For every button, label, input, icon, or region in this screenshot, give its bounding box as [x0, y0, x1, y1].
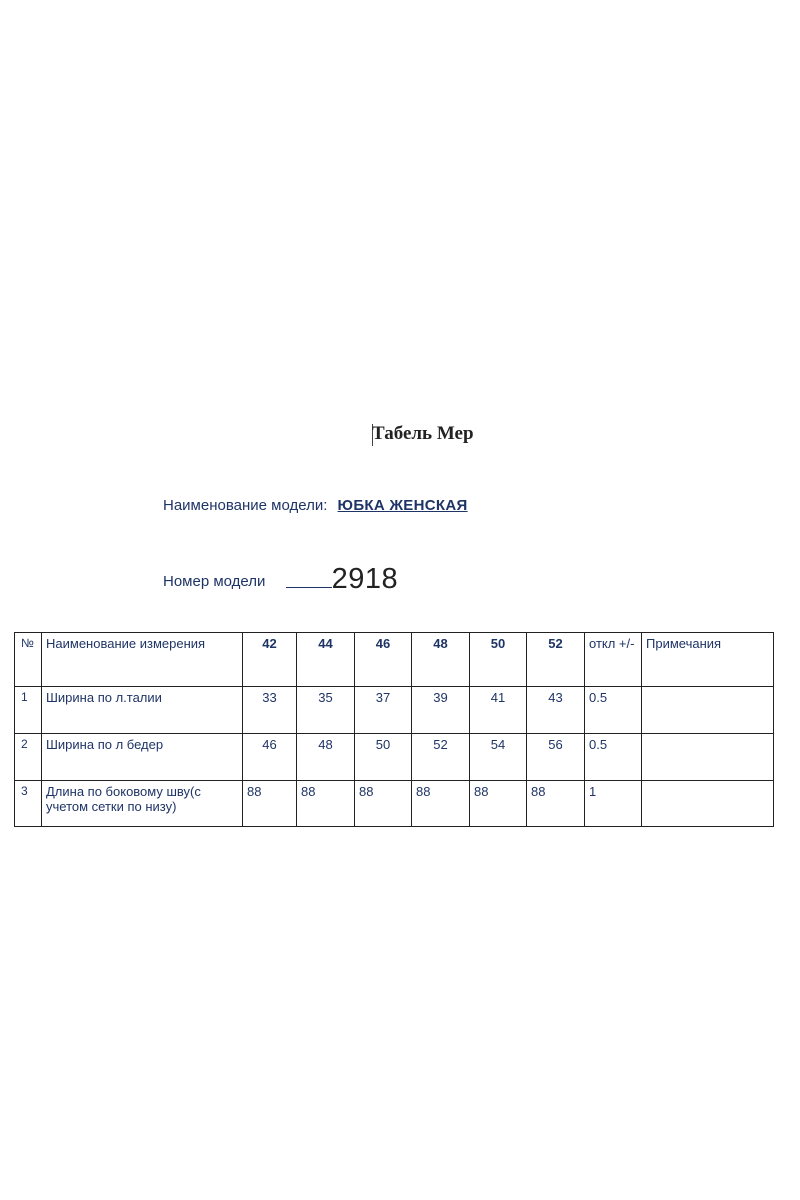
- header-size: 46: [355, 633, 412, 687]
- row-value: 56: [527, 734, 585, 781]
- row-name: Длина по боковому шву(с учетом сетки по низу): [42, 781, 243, 827]
- row-tolerance: 1: [585, 781, 642, 827]
- row-value: 88: [355, 781, 412, 827]
- measurements-table: [14, 632, 774, 827]
- model-number-label: Номер модели: [163, 573, 266, 590]
- row-value: 41: [470, 687, 527, 734]
- row-value: 48: [297, 734, 355, 781]
- header-name: Наименование измерения: [42, 633, 243, 687]
- row-value: 88: [297, 781, 355, 827]
- row-value: 52: [412, 734, 470, 781]
- row-value: 46: [243, 734, 297, 781]
- header-size: 48: [412, 633, 470, 687]
- row-notes: [642, 734, 774, 781]
- header-size: 50: [470, 633, 527, 687]
- row-value: 54: [470, 734, 527, 781]
- table-row: [15, 734, 774, 781]
- header-tolerance: откл +/-: [585, 633, 642, 687]
- row-no: 2: [15, 734, 42, 781]
- model-name-row: [163, 497, 468, 514]
- model-number-underline: [286, 587, 332, 588]
- header-size: 44: [297, 633, 355, 687]
- row-value: 88: [243, 781, 297, 827]
- row-value: 37: [355, 687, 412, 734]
- row-value: 50: [355, 734, 412, 781]
- header-notes: Примечания: [642, 633, 774, 687]
- document-title: Табель Мер: [372, 423, 474, 444]
- table-row: [15, 781, 774, 827]
- header-size: 42: [243, 633, 297, 687]
- model-name-value: ЮБКА ЖЕНСКАЯ: [337, 497, 468, 514]
- row-value: 43: [527, 687, 585, 734]
- row-tolerance: 0.5: [585, 734, 642, 781]
- model-name-label: Наименование модели:: [163, 497, 328, 514]
- row-tolerance: 0.5: [585, 687, 642, 734]
- row-value: 88: [527, 781, 585, 827]
- table-header-row: [15, 633, 774, 687]
- row-value: 39: [412, 687, 470, 734]
- row-no: 3: [15, 781, 42, 827]
- model-number-value: 2918: [331, 563, 399, 595]
- header-size: 52: [527, 633, 585, 687]
- table-row: [15, 687, 774, 734]
- row-notes: [642, 781, 774, 827]
- row-value: 33: [243, 687, 297, 734]
- model-number-row: [163, 563, 398, 596]
- row-no: 1: [15, 687, 42, 734]
- header-no: №: [15, 633, 42, 687]
- row-notes: [642, 687, 774, 734]
- row-value: 88: [412, 781, 470, 827]
- row-name: Ширина по л бедер: [42, 734, 243, 781]
- row-name: Ширина по л.талии: [42, 687, 243, 734]
- row-value: 88: [470, 781, 527, 827]
- row-value: 35: [297, 687, 355, 734]
